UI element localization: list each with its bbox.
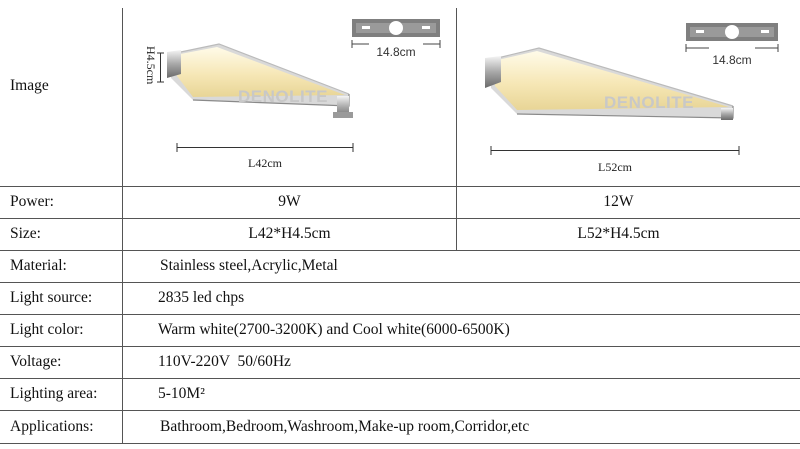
light-source-value: 2835 led chps bbox=[158, 289, 245, 306]
mounting-bracket-icon bbox=[352, 19, 440, 48]
material-label: Material: bbox=[10, 257, 67, 274]
size-value-42cm: L42*H4.5cm bbox=[248, 225, 331, 242]
size-label: Size: bbox=[10, 225, 41, 242]
applications-label: Applications: bbox=[10, 417, 94, 435]
light-color-value: Warm white(2700-3200K) and Cool white(6000-6500K) bbox=[158, 321, 510, 338]
row-divider bbox=[0, 250, 800, 251]
lamp-body bbox=[167, 44, 353, 118]
power-value-52cm: 12W bbox=[603, 193, 634, 210]
lighting-area-label: Lighting area: bbox=[10, 385, 98, 402]
row-divider bbox=[0, 443, 800, 444]
row-divider bbox=[0, 346, 800, 347]
applications-value: Bathroom,Bedroom,Washroom,Make-up room,Corridor,etc bbox=[160, 417, 530, 435]
length-dimension-icon bbox=[491, 146, 739, 155]
bracket-width-label: 14.8cm bbox=[712, 53, 752, 67]
watermark: DENOLITE bbox=[238, 87, 328, 106]
size-value-52cm: L52*H4.5cm bbox=[577, 225, 660, 242]
material-value: Stainless steel,Acrylic,Metal bbox=[160, 257, 338, 274]
product-image-52cm bbox=[457, 8, 800, 186]
product-image-42cm bbox=[123, 8, 456, 186]
image-row-label: Image bbox=[10, 77, 49, 94]
length-label: L42cm bbox=[248, 156, 282, 170]
mounting-bracket-icon bbox=[686, 23, 778, 52]
height-label: H4.5cm bbox=[144, 46, 158, 85]
length-label: L52cm bbox=[598, 160, 632, 174]
row-divider bbox=[0, 378, 800, 379]
light-source-label: Light source: bbox=[10, 289, 93, 306]
voltage-value: 110V-220V 50/60Hz bbox=[158, 353, 291, 370]
lighting-area-value: 5-10M² bbox=[158, 385, 205, 402]
length-dimension-icon bbox=[177, 143, 353, 152]
bracket-width-label: 14.8cm bbox=[376, 45, 416, 59]
row-divider bbox=[0, 282, 800, 283]
light-color-label: Light color: bbox=[10, 321, 84, 338]
voltage-label: Voltage: bbox=[10, 353, 62, 370]
watermark: DENOLITE bbox=[604, 93, 694, 112]
power-label: Power: bbox=[10, 193, 54, 210]
power-value-42cm: 9W bbox=[278, 193, 301, 210]
